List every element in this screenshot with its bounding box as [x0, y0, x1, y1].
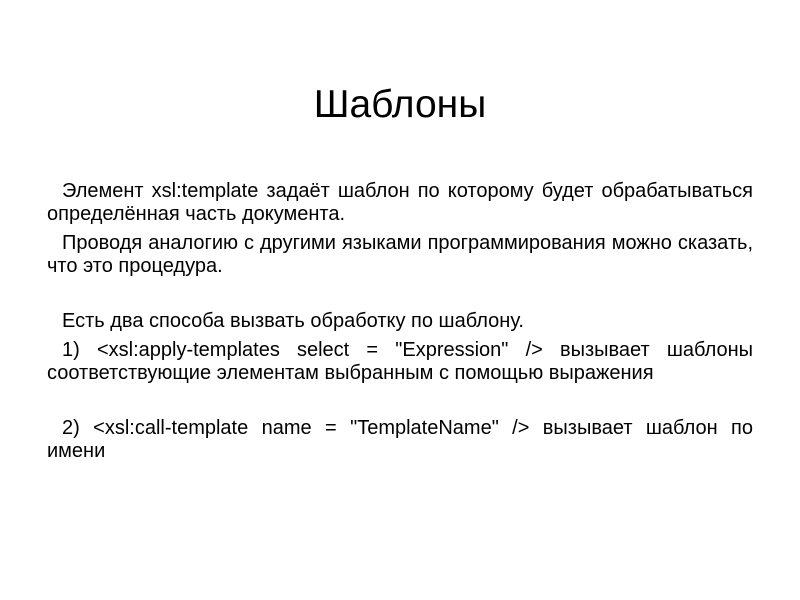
- paragraph-procedure-analogy: Проводя аналогию с другими языками программирования можно сказать, что это процедура.: [47, 232, 753, 277]
- spacer: [47, 278, 753, 310]
- paragraph-two-ways: Есть два способа вызвать обработку по шаблону.: [62, 310, 524, 332]
- spacer: [47, 385, 753, 417]
- paragraph-apply-templates: 1) <xsl:apply-templates select = "Expression" /> вызывает шаблоны соответствующие элементам выбранным с помощью выражения: [47, 339, 753, 384]
- paragraph-template-definition: Элемент xsl:template задаёт шаблон по которому будет обрабатываться определённая часть документа.: [47, 180, 753, 225]
- slide-body: [47, 180, 753, 463]
- slide-title: Шаблоны: [313, 83, 487, 126]
- paragraph-call-template: 2) <xsl:call-template name = "TemplateName" /> вызывает шаблон по имени: [47, 417, 753, 462]
